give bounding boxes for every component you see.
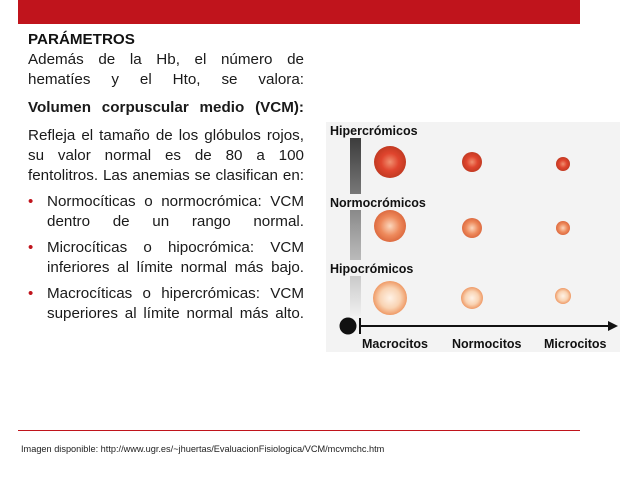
list-item bbox=[28, 284, 304, 324]
bullet-icon: • bbox=[28, 193, 34, 210]
top-accent-bar bbox=[18, 0, 580, 24]
axis-label-macrocytes: Macrocitos bbox=[362, 337, 428, 351]
cell-micro-hypochromic bbox=[555, 288, 571, 304]
intro-text: Además de la Hb, el número de hematíes y el Hto, se valora: bbox=[28, 51, 304, 88]
cell-normo-normochromic bbox=[462, 218, 482, 238]
anemia-classification-list bbox=[28, 192, 304, 324]
list-item bbox=[28, 192, 304, 232]
list-item bbox=[28, 238, 304, 278]
cell-micro-hyperchromic bbox=[556, 157, 570, 171]
chromicity-gradient-bar bbox=[350, 136, 361, 316]
erythrocyte-figure bbox=[326, 122, 620, 352]
cell-macro-hyperchromic bbox=[374, 146, 406, 178]
list-item-text: Macrocíticas o hipercrómicas: VCM superiores al límite normal más alto. bbox=[47, 285, 304, 322]
row-label-hypochromic: Hipocrómicos bbox=[330, 262, 414, 276]
row-label-normochromic: Normocrómicos bbox=[330, 196, 426, 210]
cell-macro-normochromic bbox=[374, 210, 406, 242]
bullet-icon: • bbox=[28, 285, 34, 302]
size-axis-arrow-icon bbox=[608, 321, 618, 331]
cell-normo-hyperchromic bbox=[462, 152, 482, 172]
large-size-dot-icon bbox=[340, 318, 357, 335]
axis-label-microcytes: Microcitos bbox=[544, 337, 607, 351]
cell-macro-hypochromic bbox=[373, 281, 407, 315]
erythrocyte-diagram bbox=[326, 122, 620, 352]
source-divider bbox=[18, 430, 580, 431]
vcm-heading: Volumen corpuscular medio (VCM): bbox=[28, 99, 304, 116]
text-column bbox=[28, 30, 304, 330]
cell-normo-hypochromic bbox=[461, 287, 483, 309]
bullet-icon: • bbox=[28, 239, 34, 256]
list-item-text: Normocíticas o normocrómica: VCM dentro de un rango normal. bbox=[47, 193, 304, 230]
list-item-text: Microcíticas o hipocrómica: VCM inferiores al límite normal más bajo. bbox=[47, 239, 304, 276]
cell-micro-normochromic bbox=[556, 221, 570, 235]
vcm-description: Refleja el tamaño de los glóbulos rojos, su valor normal es de 80 a 100 fentolitros. Las anemias se clasifican en: bbox=[28, 127, 304, 184]
slide-title: PARÁMETROS bbox=[28, 31, 135, 48]
image-source-caption: Imagen disponible: http://www.ugr.es/~jhuertas/EvaluacionFisiologica/VCM/mcvmchc.htm bbox=[21, 444, 385, 454]
row-label-hyperchromic: Hipercrómicos bbox=[330, 124, 418, 138]
axis-label-normocytes: Normocitos bbox=[452, 337, 522, 351]
